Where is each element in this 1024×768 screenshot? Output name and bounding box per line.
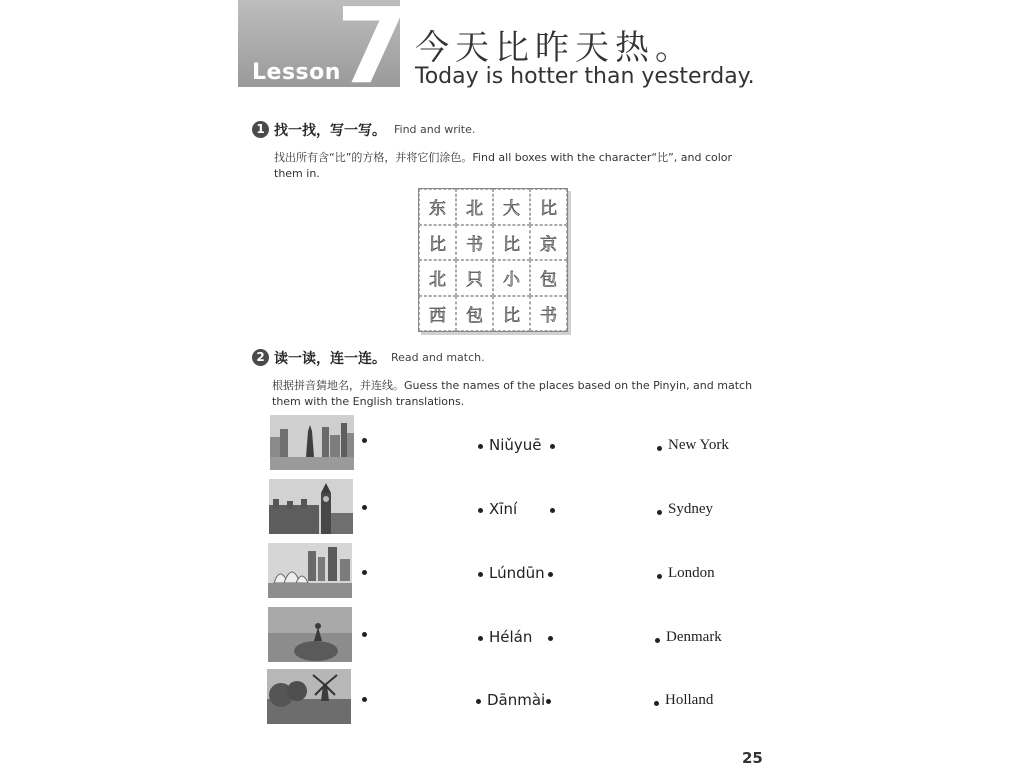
pinyin-label: Hélán <box>489 628 533 646</box>
pinyin-label: Lúndūn <box>489 564 545 582</box>
grid-cell[interactable]: 包 <box>530 260 567 296</box>
copenhagen-little-mermaid-image <box>268 607 352 662</box>
pinyin-left-dot[interactable] <box>478 444 483 449</box>
english-dot[interactable] <box>657 510 662 515</box>
page-title-chinese: 今天比昨天热。 <box>415 28 695 68</box>
grid-cell[interactable]: 只 <box>456 260 493 296</box>
grid-cell[interactable]: 东 <box>419 189 456 225</box>
section-2-heading-en: Read and match. <box>391 351 485 364</box>
london-big-ben-image <box>269 479 353 534</box>
character-grid <box>418 188 568 332</box>
page-number: 25 <box>742 749 763 767</box>
photo-match-dot[interactable] <box>362 697 367 702</box>
photo-match-dot[interactable] <box>362 438 367 443</box>
little-mermaid-photo <box>268 607 352 662</box>
grid-cell[interactable]: 小 <box>493 260 530 296</box>
windmill-photo <box>267 669 351 724</box>
grid-cell[interactable]: 京 <box>530 225 567 261</box>
photo-match-dot[interactable] <box>362 505 367 510</box>
new-york-skyline-image <box>270 415 354 470</box>
grid-cell[interactable]: 北 <box>456 189 493 225</box>
section-1-instruction-line2: them in. <box>274 167 320 180</box>
section-1-heading-zh: 找一找，写一写。 <box>274 123 386 139</box>
grid-cell[interactable]: 比 <box>493 225 530 261</box>
section-1-heading-en: Find and write. <box>394 123 476 136</box>
pinyin-left-dot[interactable] <box>478 508 483 513</box>
english-dot[interactable] <box>655 638 660 643</box>
english-dot[interactable] <box>654 701 659 706</box>
grid-cell[interactable]: 包 <box>456 296 493 332</box>
english-label: New York <box>668 437 729 453</box>
grid-cell[interactable]: 北 <box>419 260 456 296</box>
section-2-number-badge: 2 <box>252 349 269 366</box>
english-label: Holland <box>665 692 714 708</box>
pinyin-right-dot[interactable] <box>546 699 551 704</box>
english-dot[interactable] <box>657 574 662 579</box>
pinyin-left-dot[interactable] <box>478 636 483 641</box>
english-dot[interactable] <box>657 446 662 451</box>
lesson-label: Lesson <box>252 60 341 85</box>
dutch-windmill-image <box>267 669 351 724</box>
grid-cell[interactable]: 大 <box>493 189 530 225</box>
pinyin-right-dot[interactable] <box>548 572 553 577</box>
pinyin-label: Dānmài <box>487 691 546 709</box>
pinyin-right-dot[interactable] <box>550 508 555 513</box>
english-label: Denmark <box>666 629 722 645</box>
section-2-instruction-line2: them with the English translations. <box>272 395 465 408</box>
section-1-number-badge: 1 <box>252 121 269 138</box>
photo-match-dot[interactable] <box>362 570 367 575</box>
english-label: London <box>668 565 715 581</box>
pinyin-left-dot[interactable] <box>476 699 481 704</box>
pinyin-right-dot[interactable] <box>550 444 555 449</box>
pinyin-left-dot[interactable] <box>478 572 483 577</box>
section-2-heading-zh: 读一读，连一连。 <box>274 351 386 367</box>
grid-cell[interactable]: 书 <box>530 296 567 332</box>
photo-match-dot[interactable] <box>362 632 367 637</box>
sydney-opera-house-photo <box>268 543 352 598</box>
section-2-instruction-line1: 根据拼音猜地名，并连线。Guess the names of the places based on the Pinyin, and match <box>272 379 753 392</box>
lesson-banner <box>238 0 409 107</box>
english-label: Sydney <box>668 501 713 517</box>
grid-cell[interactable]: 比 <box>419 225 456 261</box>
big-ben-photo <box>269 479 353 534</box>
section-1-instruction-line1: 找出所有含“比”的方格，并将它们涂色。Find all boxes with the character“比”, and color <box>274 151 733 164</box>
grid-cell[interactable]: 比 <box>530 189 567 225</box>
grid-cell[interactable]: 书 <box>456 225 493 261</box>
pinyin-label: Niǔyuē <box>489 436 542 454</box>
grid-cell[interactable]: 比 <box>493 296 530 332</box>
pinyin-label: Xīní <box>489 500 518 518</box>
lesson-number: 7 <box>336 0 409 107</box>
grid-cell[interactable]: 西 <box>419 296 456 332</box>
page-title-english: Today is hotter than yesterday. <box>415 64 755 89</box>
statue-of-liberty-photo <box>270 415 354 470</box>
pinyin-right-dot[interactable] <box>548 636 553 641</box>
sydney-opera-house-image <box>268 543 352 598</box>
